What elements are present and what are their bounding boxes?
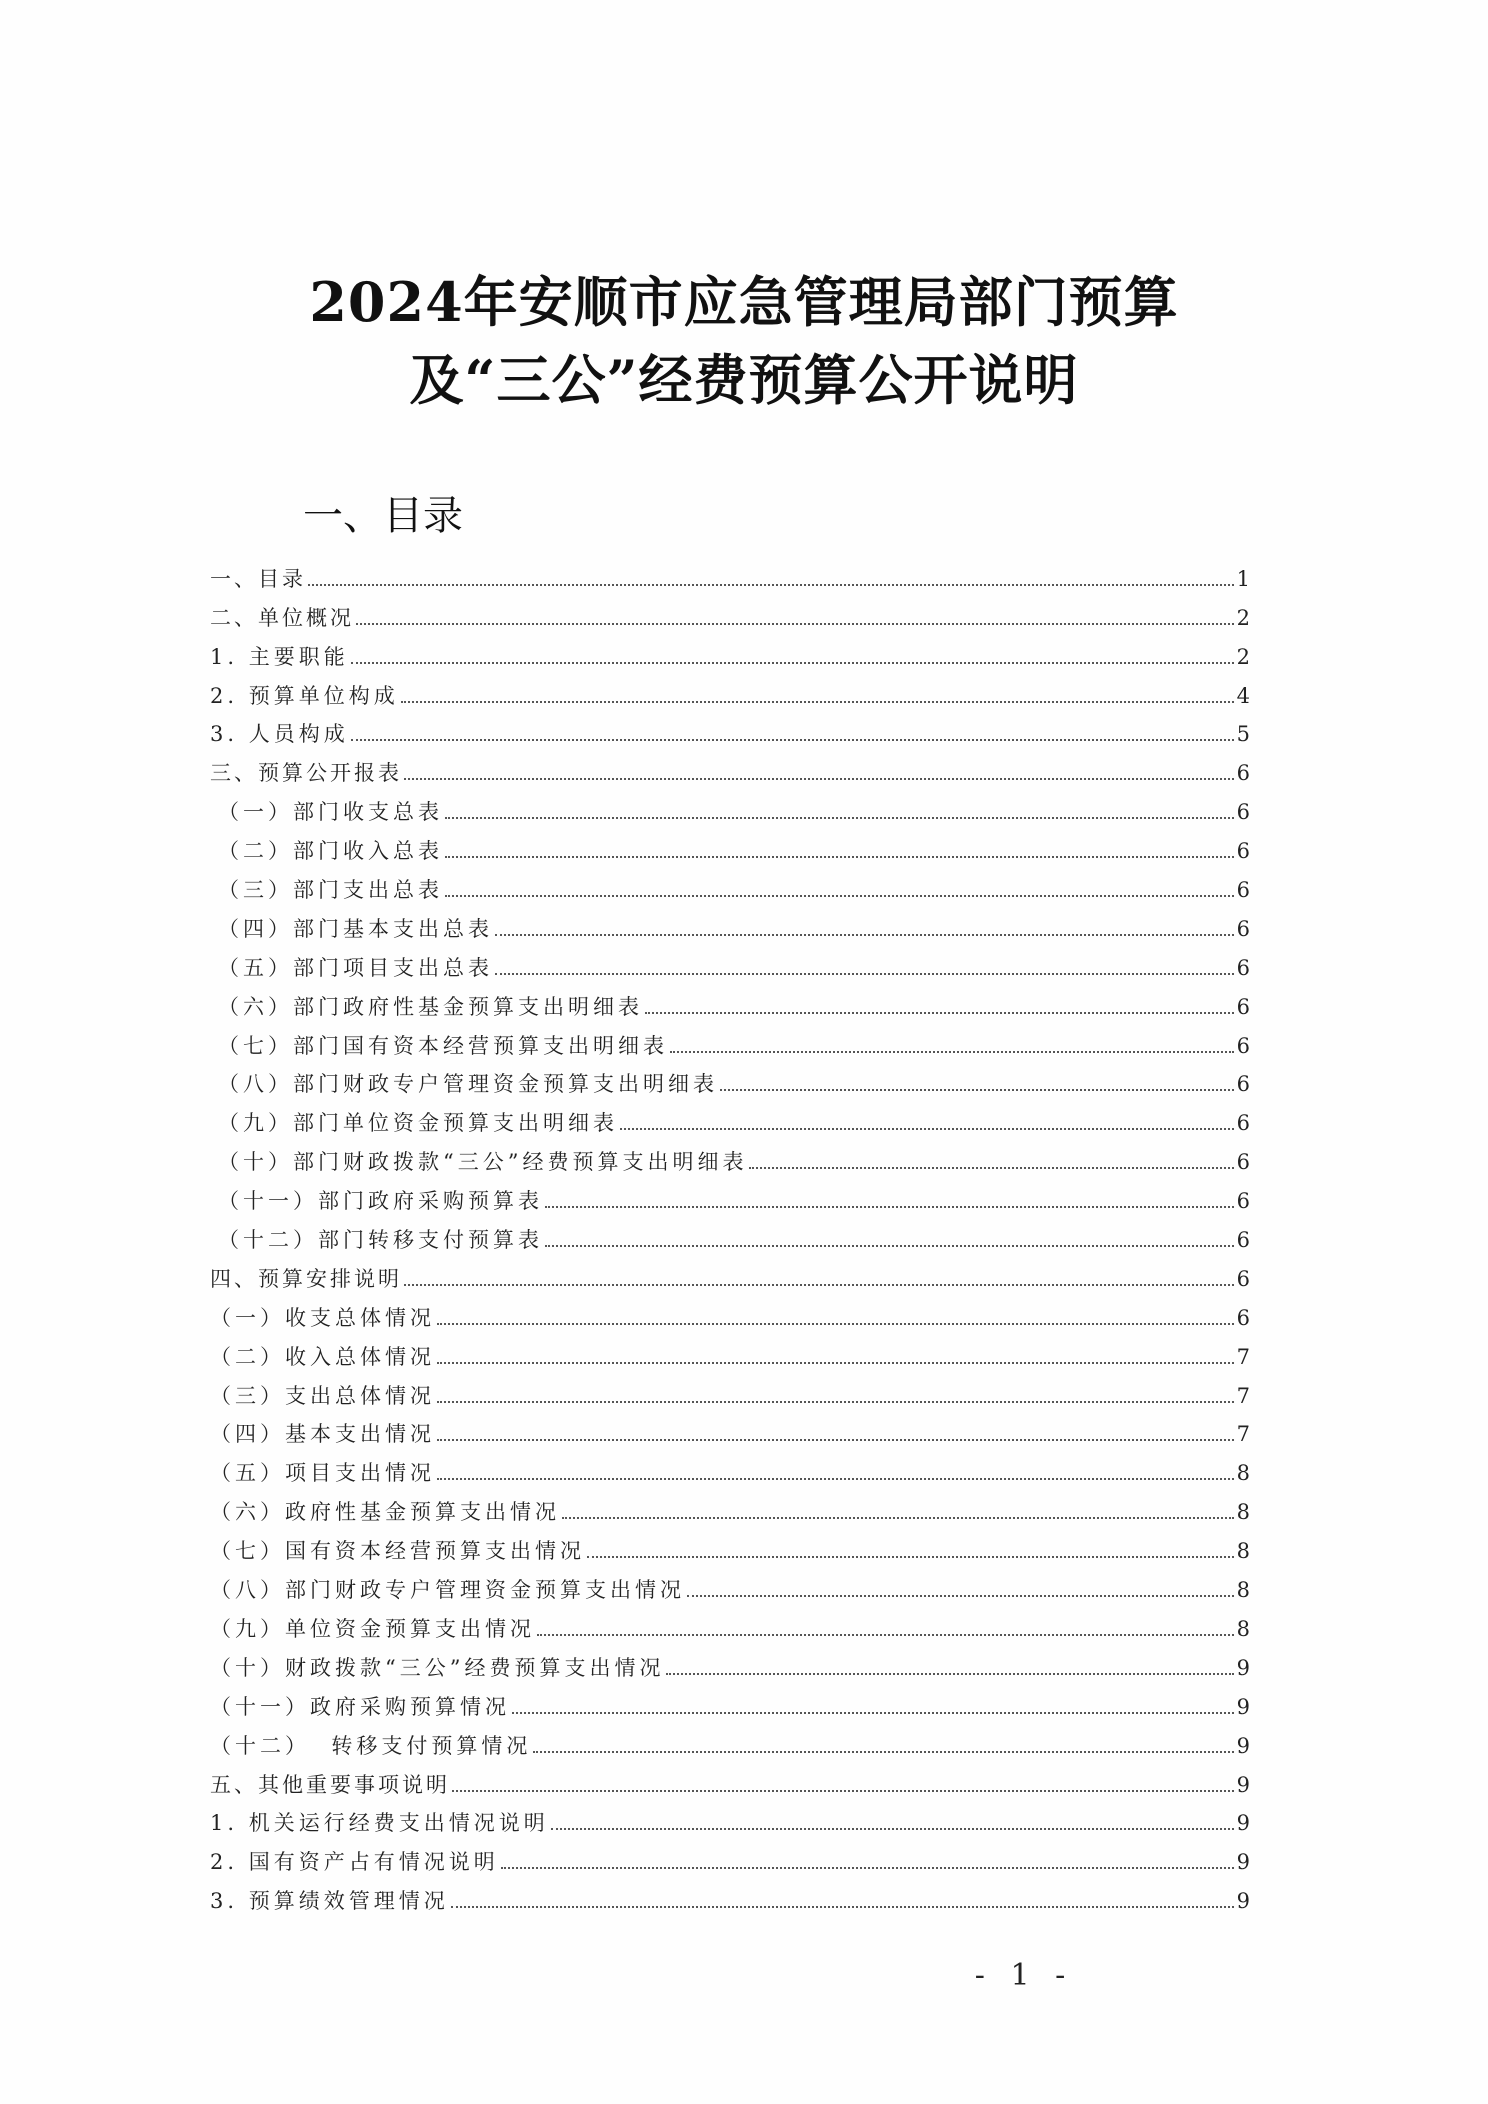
toc-entry — [210, 1720, 1250, 1759]
toc-entry-page: 6 — [1236, 878, 1250, 903]
toc-leader-dots — [670, 1051, 1234, 1053]
toc-leader-dots — [445, 895, 1234, 897]
table-of-contents — [210, 553, 1250, 1914]
toc-entry — [210, 1836, 1250, 1875]
toc-entry — [210, 1875, 1250, 1914]
toc-entry-label: 3. 预算绩效管理情况 — [210, 1889, 449, 1914]
toc-leader-dots — [452, 1790, 1234, 1792]
toc-entry-label: （六）政府性基金预算支出情况 — [210, 1500, 560, 1525]
document-title-line2: 及“三公”经费预算公开说明 — [409, 348, 1079, 412]
toc-leader-dots — [404, 778, 1234, 780]
toc-leader-dots — [587, 1556, 1234, 1558]
toc-entry-page: 6 — [1236, 1266, 1250, 1291]
toc-entry — [210, 747, 1250, 786]
toc-entry-page: 8 — [1236, 1578, 1250, 1603]
toc-entry — [210, 1642, 1250, 1681]
toc-entry — [210, 592, 1250, 631]
toc-entry — [210, 1564, 1250, 1603]
toc-entry-page: 7 — [1236, 1383, 1250, 1408]
toc-entry — [210, 1214, 1250, 1253]
toc-leader-dots — [495, 934, 1234, 936]
toc-entry-page: 2 — [1236, 605, 1250, 630]
toc-entry-page: 6 — [1236, 1072, 1250, 1097]
toc-entry-label: （二）部门收入总表 — [218, 839, 443, 864]
toc-leader-dots — [404, 1284, 1234, 1286]
toc-entry — [210, 1136, 1250, 1175]
toc-entry-label: （九）部门单位资金预算支出明细表 — [218, 1111, 618, 1136]
toc-entry — [210, 1409, 1250, 1448]
toc-entry-page: 6 — [1236, 1150, 1250, 1175]
toc-entry-page: 8 — [1236, 1539, 1250, 1564]
toc-entry-page: 8 — [1236, 1461, 1250, 1486]
toc-entry-page: 8 — [1236, 1500, 1250, 1525]
toc-entry-page: 6 — [1236, 1189, 1250, 1214]
toc-leader-dots — [533, 1751, 1234, 1753]
toc-entry — [210, 1681, 1250, 1720]
toc-entry-page: 6 — [1236, 839, 1250, 864]
toc-entry — [210, 786, 1250, 825]
toc-entry-page: 4 — [1236, 683, 1250, 708]
toc-entry — [210, 1798, 1250, 1837]
toc-entry-page: 9 — [1236, 1772, 1250, 1797]
toc-entry-label: （十）部门财政拨款“三公”经费预算支出明细表 — [218, 1150, 748, 1175]
toc-entry-label: （二）收入总体情况 — [210, 1344, 435, 1369]
toc-entry-label: （十）财政拨款“三公”经费预算支出情况 — [210, 1655, 665, 1680]
toc-entry-page: 9 — [1236, 1655, 1250, 1680]
toc-entry-page: 6 — [1236, 994, 1250, 1019]
toc-entry-page: 6 — [1236, 916, 1250, 941]
toc-entry — [210, 1059, 1250, 1098]
toc-entry-page: 8 — [1236, 1616, 1250, 1641]
toc-entry-page: 6 — [1236, 761, 1250, 786]
toc-entry-page: 7 — [1236, 1422, 1250, 1447]
toc-entry-page: 6 — [1236, 800, 1250, 825]
toc-entry-page: 6 — [1236, 1305, 1250, 1330]
toc-entry-page: 5 — [1236, 722, 1250, 747]
toc-entry-label: （十二）部门转移支付预算表 — [218, 1228, 543, 1253]
toc-entry — [210, 1292, 1250, 1331]
toc-entry — [210, 825, 1250, 864]
toc-entry — [210, 1486, 1250, 1525]
toc-entry-label: （十一）政府采购预算情况 — [210, 1694, 510, 1719]
toc-entry-label: 四、预算安排说明 — [210, 1266, 402, 1291]
toc-entry-label: （一）部门收支总表 — [218, 800, 443, 825]
toc-entry-label: （九）单位资金预算支出情况 — [210, 1616, 535, 1641]
toc-entry — [210, 903, 1250, 942]
toc-entry-label: （三）支出总体情况 — [210, 1383, 435, 1408]
toc-entry — [210, 1603, 1250, 1642]
toc-leader-dots — [687, 1595, 1234, 1597]
toc-entry — [210, 709, 1250, 748]
toc-leader-dots — [437, 1478, 1234, 1480]
toc-entry-page: 6 — [1236, 1033, 1250, 1058]
toc-leader-dots — [512, 1712, 1234, 1714]
toc-entry — [210, 1097, 1250, 1136]
toc-entry-page: 6 — [1236, 955, 1250, 980]
toc-leader-dots — [451, 1906, 1234, 1908]
toc-entry-label: （五）部门项目支出总表 — [218, 955, 493, 980]
toc-entry — [210, 1759, 1250, 1798]
toc-entry-page: 6 — [1236, 1111, 1250, 1136]
toc-entry — [210, 1525, 1250, 1564]
toc-leader-dots — [501, 1867, 1234, 1869]
toc-entry — [210, 631, 1250, 670]
toc-leader-dots — [356, 623, 1234, 625]
toc-leader-dots — [551, 1828, 1234, 1830]
toc-entry-label: 1. 主要职能 — [210, 644, 349, 669]
toc-heading: 一、目录 — [303, 493, 463, 539]
toc-entry-label: 二、单位概况 — [210, 605, 354, 630]
toc-leader-dots — [351, 662, 1234, 664]
toc-leader-dots — [437, 1401, 1234, 1403]
toc-leader-dots — [351, 739, 1234, 741]
toc-leader-dots — [645, 1012, 1234, 1014]
toc-entry-page: 6 — [1236, 1228, 1250, 1253]
toc-entry-page: 7 — [1236, 1344, 1250, 1369]
toc-leader-dots — [437, 1323, 1234, 1325]
toc-entry-label: 3. 人员构成 — [210, 722, 349, 747]
toc-entry-label: （三）部门支出总表 — [218, 878, 443, 903]
toc-leader-dots — [445, 817, 1234, 819]
toc-leader-dots — [666, 1673, 1234, 1675]
toc-entry-label: （五）项目支出情况 — [210, 1461, 435, 1486]
toc-entry-label: （七）部门国有资本经营预算支出明细表 — [218, 1033, 668, 1058]
toc-leader-dots — [545, 1245, 1234, 1247]
toc-leader-dots — [620, 1128, 1234, 1130]
toc-leader-dots — [545, 1206, 1234, 1208]
toc-entry-label: （一）收支总体情况 — [210, 1305, 435, 1330]
toc-entry — [210, 553, 1250, 592]
toc-leader-dots — [537, 1634, 1234, 1636]
toc-entry-page: 9 — [1236, 1811, 1250, 1836]
toc-entry-label: 一、目录 — [210, 566, 306, 591]
toc-entry — [210, 1020, 1250, 1059]
toc-leader-dots — [445, 856, 1234, 858]
toc-entry-label: 2. 国有资产占有情况说明 — [210, 1850, 499, 1875]
toc-entry-page: 9 — [1236, 1889, 1250, 1914]
toc-entry-label: （六）部门政府性基金预算支出明细表 — [218, 994, 643, 1019]
toc-entry-label: （八）部门财政专户管理资金预算支出明细表 — [218, 1072, 718, 1097]
toc-leader-dots — [437, 1362, 1234, 1364]
toc-entry-label: （七）国有资本经营预算支出情况 — [210, 1539, 585, 1564]
toc-entry-page: 9 — [1236, 1850, 1250, 1875]
toc-entry-label: 五、其他重要事项说明 — [210, 1772, 450, 1797]
document-title-line1: 2024年安顺市应急管理局部门预算 — [309, 270, 1179, 334]
toc-entry-page: 9 — [1236, 1733, 1250, 1758]
toc-entry-label: （十一）部门政府采购预算表 — [218, 1189, 543, 1214]
toc-entry — [210, 942, 1250, 981]
toc-leader-dots — [720, 1089, 1234, 1091]
toc-entry-label: 三、预算公开报表 — [210, 761, 402, 786]
toc-entry — [210, 1331, 1250, 1370]
toc-entry-label: 1. 机关运行经费支出情况说明 — [210, 1811, 549, 1836]
toc-leader-dots — [437, 1439, 1234, 1441]
toc-leader-dots — [562, 1517, 1234, 1519]
toc-entry — [210, 981, 1250, 1020]
toc-entry — [210, 864, 1250, 903]
toc-leader-dots — [308, 584, 1234, 586]
toc-entry-label: （十二） 转移支付预算情况 — [210, 1733, 532, 1758]
toc-entry — [210, 670, 1250, 709]
toc-leader-dots — [401, 701, 1234, 703]
page-number: - 1 - — [974, 1958, 1074, 1993]
toc-entry — [210, 1370, 1250, 1409]
toc-entry — [210, 1175, 1250, 1214]
toc-entry — [210, 1253, 1250, 1292]
toc-leader-dots — [495, 973, 1234, 975]
toc-entry-page: 1 — [1236, 566, 1250, 591]
toc-entry-page: 9 — [1236, 1694, 1250, 1719]
toc-entry-label: （四）部门基本支出总表 — [218, 916, 493, 941]
toc-leader-dots — [749, 1167, 1234, 1169]
toc-entry-label: 2. 预算单位构成 — [210, 683, 399, 708]
toc-entry — [210, 1447, 1250, 1486]
toc-entry-label: （四）基本支出情况 — [210, 1422, 435, 1447]
toc-entry-page: 2 — [1236, 644, 1250, 669]
toc-entry-label: （八）部门财政专户管理资金预算支出情况 — [210, 1578, 685, 1603]
